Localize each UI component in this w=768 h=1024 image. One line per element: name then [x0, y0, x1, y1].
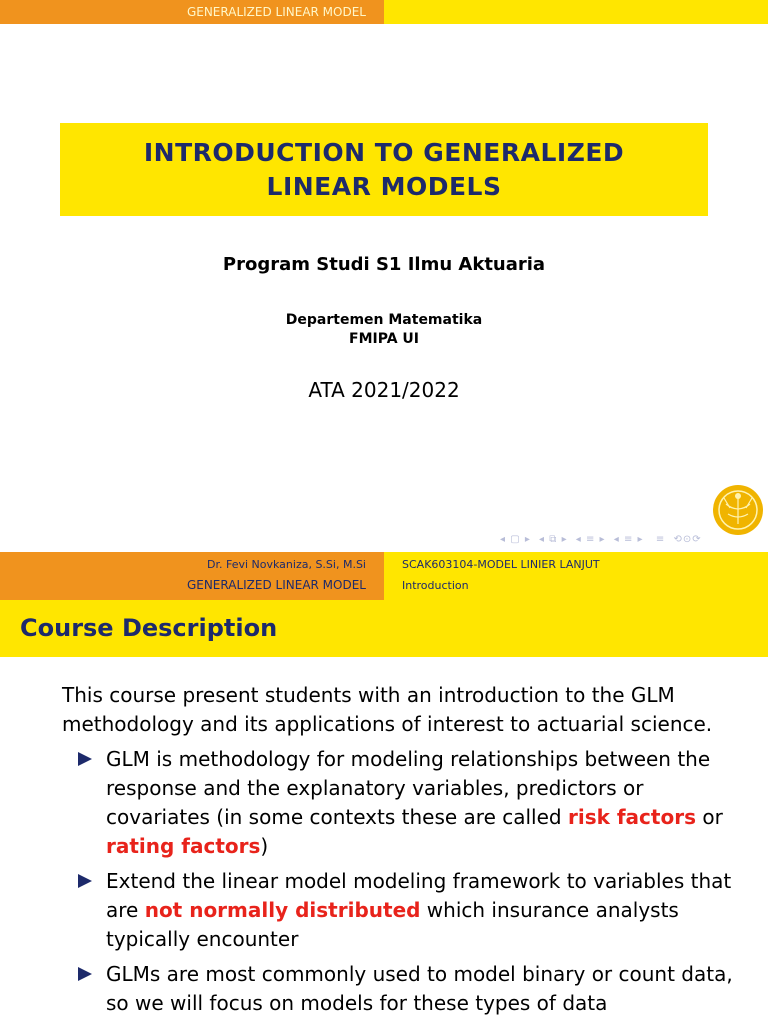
nav-prev-frame-icon[interactable]: ◂ ▢ ▸ [500, 534, 531, 545]
department-name: Departemen Matematika [285, 312, 483, 328]
footer-author: Dr. Fevi Novkaniza, S.Si, M.Si [207, 558, 366, 571]
nav-doc-icon[interactable]: ◂ ≡ ▸ [613, 534, 644, 545]
list-item [78, 745, 738, 861]
university-logo-icon [712, 484, 764, 536]
triangle-bullet-icon [78, 874, 92, 888]
bullet2-highlight: not normally distributed [144, 898, 421, 922]
bullet1-highlight-rating-factors: rating factors [106, 834, 261, 858]
bullet1-text-c: ) [260, 834, 269, 858]
title-box [60, 123, 708, 216]
bullet3-text: GLMs are most commonly used to model binary or count data, so we will focus on models for these types of data [106, 962, 733, 1015]
nav-subsection-icon[interactable]: ◂ ⧉ ▸ [539, 534, 568, 545]
triangle-bullet-icon [78, 752, 92, 766]
list-item [78, 867, 738, 954]
header-right-band [384, 0, 768, 24]
footer-section: Introduction [402, 579, 469, 592]
header-left-band [0, 0, 384, 24]
bullet2-text-b: which insurance analysts typically encounter [106, 898, 679, 951]
nav-section-icon[interactable]: ◂ ≡ ▸ [575, 534, 606, 545]
title-line-2: LINEAR MODELS [266, 171, 502, 201]
title-line-1: INTRODUCTION TO GENERALIZED [143, 137, 625, 167]
bullet1-text-b: or [695, 805, 723, 829]
footer-left-band [0, 552, 384, 600]
beamer-nav-icons[interactable] [498, 534, 704, 545]
institute-block [0, 311, 768, 349]
footer-short-title: GENERALIZED LINEAR MODEL [186, 578, 366, 592]
course-intro-paragraph: This course present students with an introduction to the GLM methodology and its applications of interest to actuarial science. [62, 683, 713, 736]
triangle-bullet-icon [78, 967, 92, 981]
bullet2-text-a: Extend the linear model modeling framework to variables that are [106, 869, 732, 922]
bullet1-text-a: GLM is methodology for modeling relationships between the response and the explanatory variables, predictors or covariates (in some contexts these are called [106, 747, 711, 829]
faculty-name: FMIPA UI [349, 331, 419, 347]
header-short-title: GENERALIZED LINEAR MODEL [186, 5, 366, 19]
list-item [78, 960, 738, 1018]
nav-appendix-icon[interactable]: ≡ [651, 534, 666, 545]
frame-title: Course Description [20, 614, 278, 642]
footer-course: SCAK603104-MODEL LINIER LANJUT [402, 558, 600, 571]
program-subtitle: Program Studi S1 Ilmu Aktuaria [222, 254, 546, 275]
bullet1-highlight-risk-factors: risk factors [567, 805, 696, 829]
bullet-list [78, 745, 738, 1024]
nav-search-icon[interactable]: ⟲⊙⟳ [673, 534, 702, 545]
academic-year: ATA 2021/2022 [308, 378, 460, 402]
footer-right-band [384, 552, 768, 600]
